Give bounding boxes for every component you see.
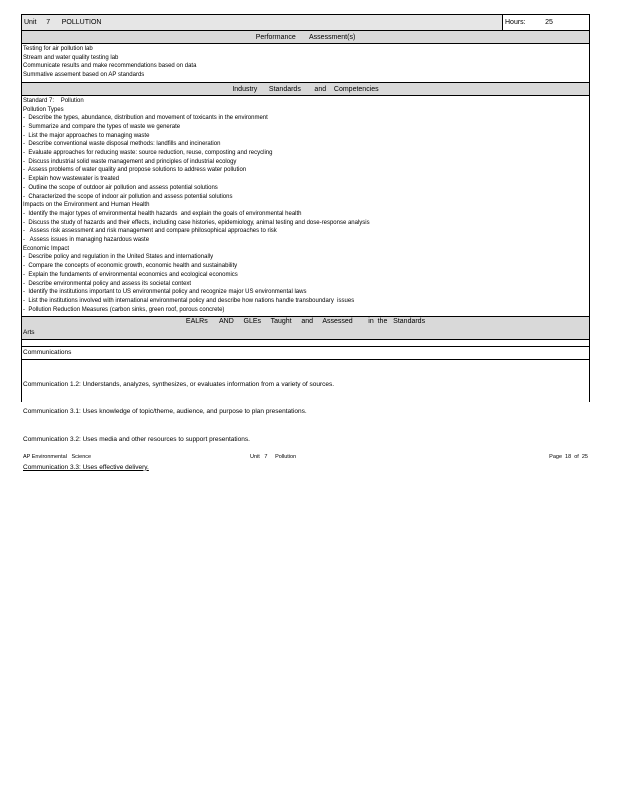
communication-line: Communication 3.1: Uses knowledge of topic/theme, audience, and purpose to plan presentations. — [23, 408, 307, 416]
industry-line: - Characterized the scope of indoor air pollution and assess potential solutions — [23, 193, 233, 200]
unit-header — [22, 15, 502, 30]
footer-unit: Unit 7 Pollution — [250, 454, 297, 460]
communication-line: Communication 3.3: Uses effective delivery. — [23, 463, 149, 471]
industry-line: - Describe the types, abundance, distribution and movement of toxicants in the environment — [23, 115, 268, 122]
industry-line: Impacts on the Environment and Human Health — [23, 202, 150, 209]
industry-line: - Compare the concepts of economic growth, economic health and sustainability — [23, 263, 238, 270]
industry-line: - List the institutions involved with international environmental policy and describe how nations handle transboundary issues — [23, 297, 355, 304]
industry-line: - Evaluate approaches for reducing waste: source reduction, reuse, composting and recycling — [23, 150, 273, 157]
industry-line: - Pollution Reduction Measures (carbon sinks, green roof, porous concrete) — [23, 306, 225, 313]
industry-section — [22, 96, 589, 318]
industry-line: Economic Impact — [23, 245, 70, 252]
ealr-heading — [22, 317, 589, 340]
performance-line: Communicate results and make recommendations based on data — [23, 63, 197, 70]
performance-line: Testing for air pollution lab — [23, 46, 93, 52]
industry-line: - Discuss industrial solid waste management and principles of industrial ecology — [23, 158, 237, 165]
industry-line: - Outline the scope of outdoor air pollution and assess potential solutions — [23, 184, 218, 191]
hours-value: 25 — [545, 19, 553, 26]
industry-line: - Identify the major types of environmental health hazards and explain the goals of environmental health — [23, 210, 302, 217]
arts-spacer — [22, 340, 589, 347]
communication-line: Communication 3.2: Uses media and other resources to support presentations. — [23, 436, 250, 444]
performance-line: Stream and water quality testing lab — [23, 54, 119, 61]
industry-line: - Explain how wastewater is treated — [23, 176, 120, 183]
industry-line: - List the major approaches to managing waste — [23, 132, 150, 139]
ealr-title: EALRs AND GLEs Taught and Assessed in the Standards — [185, 318, 426, 326]
industry-line: - Identify the institutions important to US environmental policy and recognize major US environmental laws — [23, 289, 307, 296]
hours-label: Hours: — [505, 19, 526, 26]
industry-line: - Describe policy and regulation in the United States and internationally — [23, 254, 214, 261]
unit-header-row — [22, 15, 589, 31]
communication-line: Communication 1.2: Understands, analyzes, synthesizes, or evaluates information from a variety of sources. — [23, 380, 335, 388]
industry-line: - Assess risk assessment and risk management and compare philosophical approaches to risk — [23, 228, 277, 235]
unit-title: POLLUTION — [61, 19, 102, 26]
industry-heading: Industry Standards and Competencies — [22, 83, 589, 96]
communications-heading: Communications — [22, 347, 589, 360]
footer-page-number: Page 18 of 25 — [549, 454, 588, 460]
industry-line: Pollution Types — [23, 106, 64, 113]
performance-heading: Performance Assessment(s) — [22, 31, 589, 44]
unit-number: 7 — [46, 19, 51, 26]
industry-line: Standard 7: Pollution — [23, 97, 84, 104]
performance-line: Summative assement based on AP standards — [23, 72, 145, 79]
industry-line: - Summarize and compare the types of waste we generate — [23, 123, 181, 130]
ealr-subject: Arts — [23, 329, 35, 337]
industry-line: - Assess problems of water quality and propose solutions to address water pollution — [23, 167, 247, 174]
industry-line: - Describe environmental policy and assess its societal context — [23, 280, 192, 287]
footer-course: AP Environmental Science — [23, 454, 92, 460]
hours-cell — [502, 15, 589, 30]
industry-line: - Assess issues in managing hazardous waste — [23, 237, 150, 244]
performance-section — [22, 44, 589, 83]
unit-label: Unit — [24, 19, 37, 26]
industry-line: - Explain the fundaments of environmental economics and ecological economics — [23, 271, 238, 278]
industry-line: - Describe conventional waste disposal methods: landfills and incineration — [23, 141, 221, 148]
industry-line: - Discuss the study of hazards and their effects, including case histories, epidemiology, animal testing and dose-response analysis — [23, 219, 370, 226]
